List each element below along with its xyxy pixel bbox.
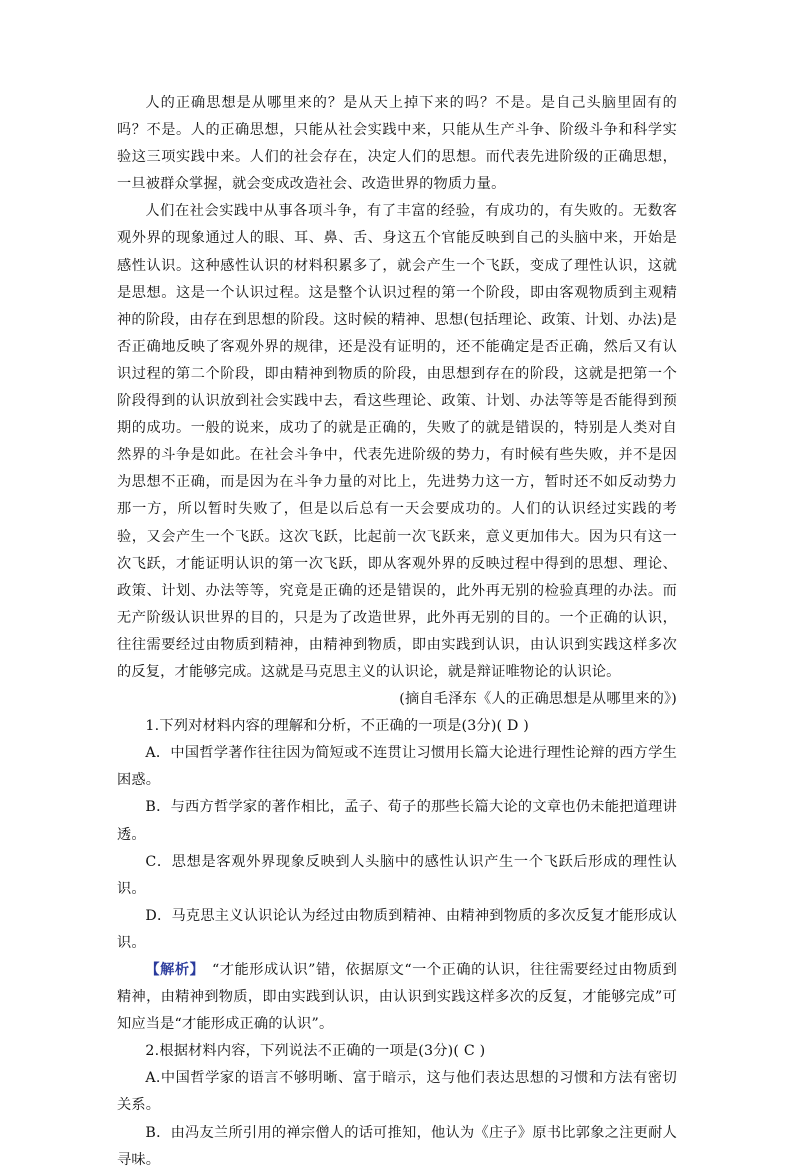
document-body: [117, 90, 677, 1174]
question-1-analysis: [117, 957, 677, 1038]
question-1-stem: 1.下列对材料内容的理解和分析，不正确的一项是(3分)( D ): [145, 718, 530, 735]
question-2-stem: 2.根据材料内容，下列说法不正确的一项是(3分)( C ): [145, 1043, 486, 1060]
question-1-option-d: D．马克思主义认识论认为经过由物质到精神、由精神到物质的多次反复才能形成认识。: [117, 907, 677, 951]
passage-source: (摘自毛泽东《人的正确思想是从哪里来的》): [399, 691, 677, 708]
question-1-option-b: B．与西方哲学家的著作相比，孟子、荀子的那些长篇大论的文章也仍未能把道理讲透。: [117, 799, 677, 843]
analysis-text: “才能形成认识”错，依据原文“一个正确的认识，往往需要经过由物质到精神，由精神到物质，即由实践到认识，由认识到实践这样多次的反复，才能够完成”可知应当是“才能形成正确的认识”。: [117, 962, 677, 1033]
passage-paragraph-1: 人的正确思想是从哪里来的？是从天上掉下来的吗？不是。是自己头脑里固有的吗？不是。人的正确思想，只能从社会实践中来，只能从生产斗争、阶级斗争和科学实验这三项实践中来。人们的社会存在，决定人们的思想。而代表先进阶级的正确思想，一旦被群众掌握，就会变成改造社会、改造世界的物质力量。: [117, 95, 677, 193]
question-1-option-a: A．中国哲学著作往往因为简短或不连贯让习惯用长篇大论进行理性论辩的西方学生困惑。: [117, 745, 677, 789]
question-1-option-c: C．思想是客观外界现象反映到人头脑中的感性认识产生一个飞跃后形成的理性认识。: [117, 853, 677, 897]
question-2-option-b: B．由冯友兰所引用的禅宗僧人的话可推知，他认为《庄子》原书比郭象之注更耐人寻味。: [117, 1124, 677, 1168]
question-2-option-a: A.中国哲学家的语言不够明晰、富于暗示，这与他们表达思想的习惯和方法有密切关系。: [117, 1070, 677, 1114]
analysis-tag: 【解析】: [145, 962, 198, 978]
passage-paragraph-2: 人们在社会实践中从事各项斗争，有了丰富的经验，有成功的，有失败的。无数客观外界的现象通过人的眼、耳、鼻、舌、身这五个官能反映到自己的头脑中来，开始是感性认识。这种感性认识的材料积累多了，就会产生一个飞跃，变成了理性认识，这就是思想。这是一个认识过程。这是整个认识过程的第一个阶段，即由客观物质到主观精神的阶段，由存在到思想的阶段。这时候的精神、思想(包括理论、政策、计划、办法)是否正确地反映了客观外界的规律，还是没有证明的，还不能确定是否正确，然后又有认识过程的第二个阶段，即由精神到物质的阶段，由思想到存在的阶段，这就是把第一个阶段得到的认识放到社会实践中去，看这些理论、政策、计划、办法等等是否能得到预期的成功。一般的说来，成功了的就是正确的，失败了的就是错误的，特别是人类对自然界的斗争是如此。在社会斗争中，代表先进阶级的势力，有时候有些失败，并不是因为思想不正确，而是因为在斗争力量的对比上，先进势力这一方，暂时还不如反动势力那一方，所以暂时失败了，但是以后总有一天会要成功的。人们的认识经过实践的考验，又会产生一个飞跃。这次飞跃，比起前一次飞跃来，意义更加伟大。因为只有这一次飞跃，才能证明认识的第一次飞跃，即从客观外界的反映过程中得到的思想、理论、政策、计划、办法等等，究竟是正确的还是错误的，此外再无别的检验真理的办法。而无产阶级认识世界的目的，只是为了改造世界，此外再无别的目的。一个正确的认识，往往需要经过由物质到精神，由精神到物质，即由实践到认识，由认识到实践这样多次的反复，才能够完成。这就是马克思主义的认识论，就是辩证唯物论的认识论。: [117, 203, 677, 680]
